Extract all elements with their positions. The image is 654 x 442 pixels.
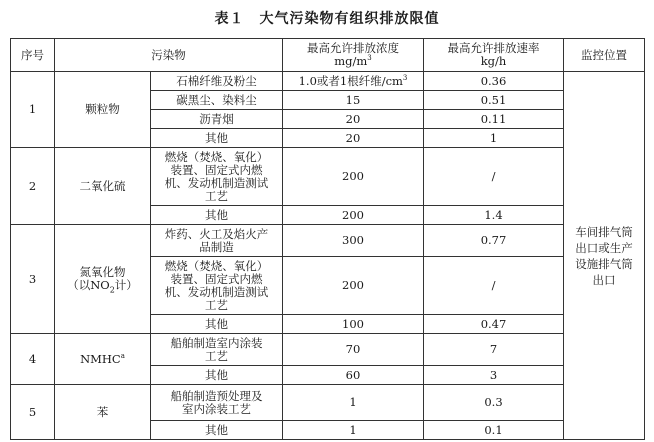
emission-limits-table [10, 38, 645, 440]
concentration-cell: 20 [283, 129, 424, 148]
rate-cell: 1 [424, 129, 564, 148]
concentration-cell: 1 [283, 385, 424, 421]
header-index: 序号 [11, 39, 55, 72]
rate-cell: 0.3 [424, 385, 564, 421]
rate-cell: 0.47 [424, 315, 564, 334]
source-cell: 沥青烟 [151, 110, 283, 129]
header-pollutant: 污染物 [55, 39, 283, 72]
pollutant-name: 颗粒物 [55, 72, 151, 148]
concentration-cell: 200 [283, 148, 424, 206]
rate-cell: 1.4 [424, 206, 564, 225]
rate-cell: 3 [424, 366, 564, 385]
monitor-location: 车间排气筒 出口或生产 设施排气筒 出口 [564, 72, 645, 440]
table-title: 表１ 大气污染物有组织排放限值 [214, 11, 440, 27]
concentration-cell: 60 [283, 366, 424, 385]
row-index: 4 [11, 334, 55, 385]
rate-cell: / [424, 257, 564, 315]
source-cell: 其他 [151, 421, 283, 440]
table-row [11, 72, 645, 91]
rate-cell: 0.11 [424, 110, 564, 129]
header-rate-unit: kg/h [480, 54, 507, 68]
row-index: 1 [11, 72, 55, 148]
source-cell: 燃烧（焚烧、氧化） 装置、固定式内燃 机、发动机制造测试 工艺 [151, 257, 283, 315]
row-index: 2 [11, 148, 55, 225]
pollutant-name: NMHC$^a$ [55, 334, 151, 385]
concentration-cell: 20 [283, 110, 424, 129]
source-cell: 炸药、火工及焰火产 品制造 [151, 225, 283, 257]
table-row [11, 225, 645, 257]
header-rate-label: 最高允许排放速率 [447, 41, 540, 55]
source-cell: 其他 [151, 315, 283, 334]
concentration-cell: 1.0或者1根纤维$/cm^3$ [283, 72, 424, 91]
rate-cell: 0.1 [424, 421, 564, 440]
header-concentration-unit: $mg/m^3$ [334, 54, 372, 68]
table-row [11, 385, 645, 421]
row-index: 5 [11, 385, 55, 440]
row-index: 3 [11, 225, 55, 334]
rate-cell: 7 [424, 334, 564, 366]
rate-cell: 0.51 [424, 91, 564, 110]
source-cell: 船舶制造室内涂装 工艺 [151, 334, 283, 366]
header-monitor: 监控位置 [564, 39, 645, 72]
concentration-cell: 200 [283, 257, 424, 315]
rate-cell: 0.36 [424, 72, 564, 91]
rate-cell: 0.77 [424, 225, 564, 257]
source-cell: 碳黑尘、染料尘 [151, 91, 283, 110]
header-rate [424, 39, 564, 72]
source-cell: 船舶制造预处理及 室内涂装工艺 [151, 385, 283, 421]
source-cell: 其他 [151, 129, 283, 148]
header-concentration-label: 最高允许排放浓度 [307, 41, 399, 55]
pollutant-name: 氮氧化物 （以$NO_2$计） [55, 225, 151, 334]
source-cell: 石棉纤维及粉尘 [151, 72, 283, 91]
concentration-cell: 1 [283, 421, 424, 440]
table-row [11, 334, 645, 366]
rate-cell: / [424, 148, 564, 206]
pollutant-name: 苯 [55, 385, 151, 440]
table-row [11, 148, 645, 206]
concentration-cell: 15 [283, 91, 424, 110]
header-row [11, 39, 645, 72]
source-cell: 其他 [151, 206, 283, 225]
concentration-cell: 100 [283, 315, 424, 334]
source-cell: 其他 [151, 366, 283, 385]
header-concentration [283, 39, 424, 72]
concentration-cell: 70 [283, 334, 424, 366]
pollutant-name: 二氧化硫 [55, 148, 151, 225]
concentration-cell: 300 [283, 225, 424, 257]
source-cell: 燃烧（焚烧、氧化） 装置、固定式内燃 机、发动机制造测试 工艺 [151, 148, 283, 206]
concentration-cell: 200 [283, 206, 424, 225]
